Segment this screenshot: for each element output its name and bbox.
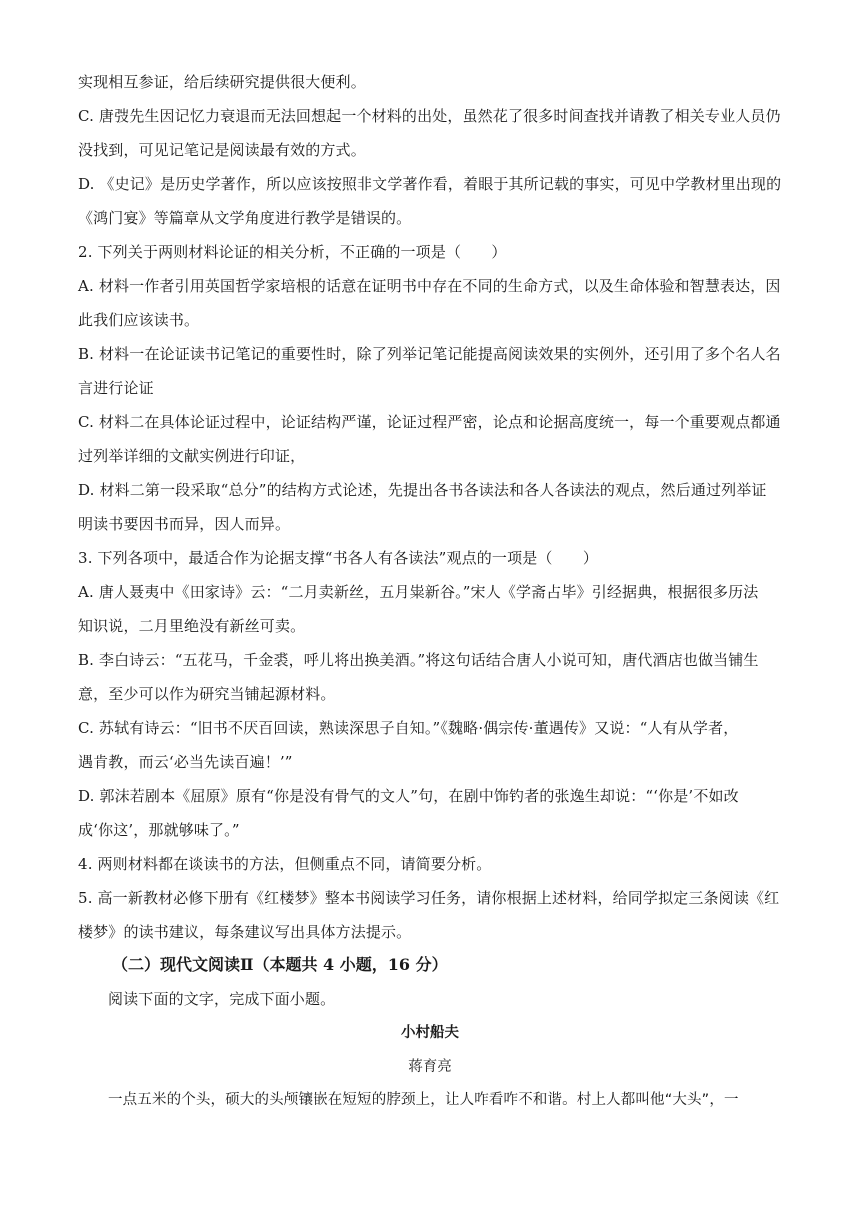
story-title: 小村船夫 — [401, 1025, 459, 1041]
section-title: （二）现代文阅读Ⅱ（本题共 4 小题，16 分） — [112, 955, 448, 974]
text-line: 言进行论证 — [78, 379, 154, 397]
text-line: 实现相互参证，给后续研究提供很大便利。 — [78, 73, 366, 91]
text-line: 遇肯教，而云‘必当先读百遍！’” — [78, 753, 293, 771]
option-c-q3: C. 苏轼有诗云：“旧书不厌百回读，熟读深思子自知。”《魏略·偶宗传·董遇传》又说：“人有从学者， — [78, 719, 739, 737]
question-3: 3. 下列各项中，最适合作为论据支撑“书各人有各读法”观点的一项是（ ） — [78, 549, 598, 567]
option-a-q3: A. 唐人聂夷中《田家诗》云：“二月卖新丝，五月粜新谷。”宋人《学斋占毕》引经据典，根据很多历法 — [78, 583, 759, 601]
instruction-text: 阅读下面的文字，完成下面小题。 — [108, 990, 336, 1008]
option-c-q2: C. 材料二在具体论证过程中，论证结构严谨，论证过程严密，论点和论据高度统一，每一个重要观点都通 — [78, 413, 781, 431]
story-paragraph: 一点五米的个头，硕大的头颅镶嵌在短短的脖颈上，让人咋看咋不和谐。村上人都叫他“大头”，一 — [108, 1092, 739, 1108]
text-line: 没找到，可见记笔记是阅读最有效的方式。 — [78, 141, 366, 159]
story-author: 蒋育亮 — [408, 1059, 452, 1075]
question-2: 2. 下列关于两则材料论证的相关分析，不正确的一项是（ ） — [78, 243, 507, 261]
text-line: 意，至少可以作为研究当铺起源材料。 — [78, 685, 336, 703]
option-d-q3: D. 郭沫若剧本《屈原》原有“你是没有骨气的文人”句，在剧中饰钓者的张逸生却说：“‘你是’不如改 — [78, 787, 739, 805]
text-line: 此我们应该读书。 — [78, 311, 200, 329]
option-d-q2: D. 材料二第一段采取“总分”的结构方式论述，先提出各书各读法和各人各读法的观点，然后通过列举证 — [78, 481, 767, 499]
option-b-q3: B. 李白诗云：“五花马，千金裘，呼儿将出换美酒。”将这句话结合唐人小说可知，唐代酒店也做当铺生 — [78, 651, 759, 669]
text-line: 过列举详细的文献实例进行印证， — [78, 447, 306, 465]
question-5: 5. 高一新教材必修下册有《红楼梦》整本书阅读学习任务，请你根据上述材料，给同学拟定三条阅读《红 — [78, 889, 780, 907]
text-line: 《鸿门宴》等篇章从文学角度进行教学是错误的。 — [78, 209, 412, 227]
option-c-q1: C. 唐弢先生因记忆力衰退而无法回想起一个材料的出处，虽然花了很多时间查找并请教了相关专业人员仍 — [78, 107, 781, 125]
option-d-q1: D. 《史记》是历史学著作，所以应该按照非文学著作看，着眼于其所记载的事实，可见中学教材里出现的 — [78, 175, 782, 193]
option-a-q2: A. 材料一作者引用英国哲学家培根的话意在证明书中存在不同的生命方式，以及生命体验和智慧表达，因 — [78, 277, 781, 295]
text-line: 楼梦》的读书建议，每条建议写出具体方法提示。 — [78, 923, 412, 941]
option-b-q2: B. 材料一在论证读书记笔记的重要性时，除了列举记笔记能提高阅读效果的实例外，还引用了多个名人名 — [78, 345, 781, 363]
text-line: 成‘你这’，那就够味了。” — [78, 821, 240, 839]
text-line: 明读书要因书而异，因人而异。 — [78, 515, 291, 533]
text-line: 知识说，二月里绝没有新丝可卖。 — [78, 617, 306, 635]
question-4: 4. 两则材料都在谈读书的方法，但侧重点不同，请简要分析。 — [78, 855, 492, 873]
